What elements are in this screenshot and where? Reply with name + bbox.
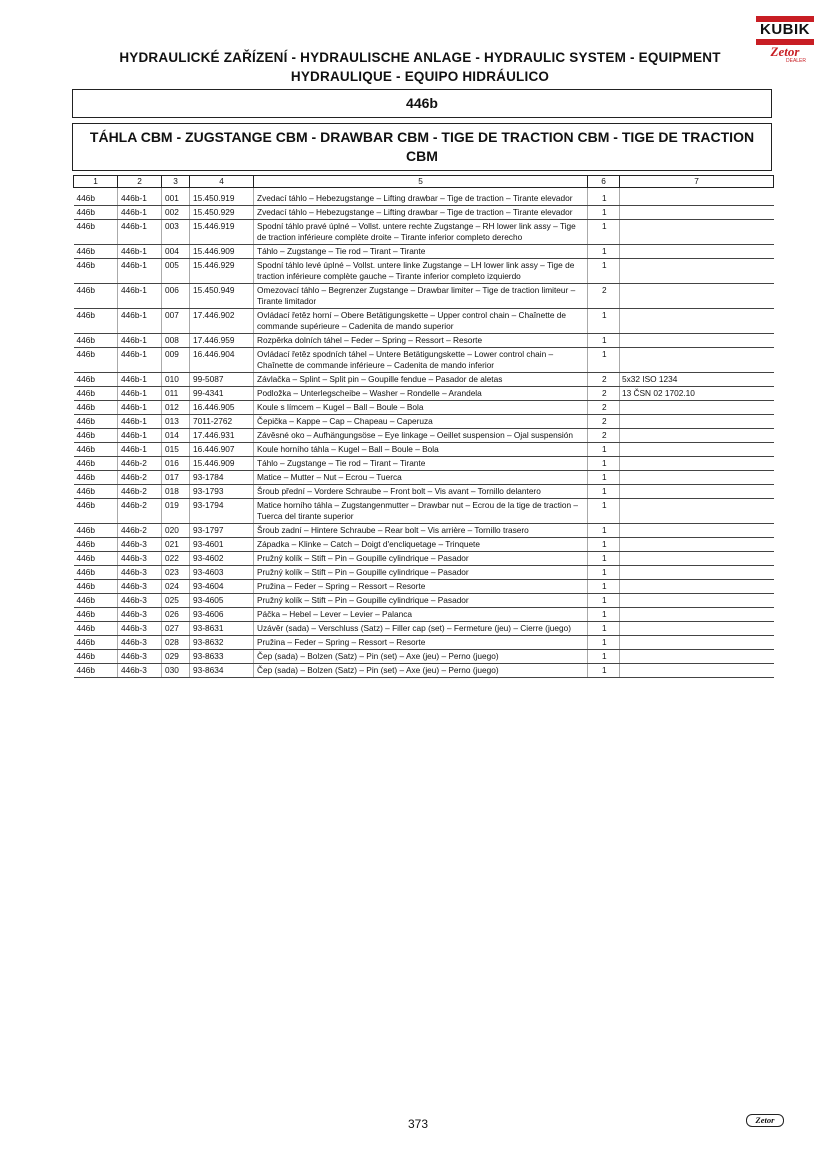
- row-position: 014: [162, 429, 190, 443]
- row-note: [620, 334, 774, 348]
- row-note: [620, 566, 774, 580]
- row-subgroup: 446b-3: [118, 664, 162, 678]
- row-group: 446b: [74, 348, 118, 373]
- table-row: [74, 622, 774, 636]
- row-position: 023: [162, 566, 190, 580]
- row-note: [620, 443, 774, 457]
- row-group: 446b: [74, 206, 118, 220]
- table-row: [74, 401, 774, 415]
- table-row: [74, 259, 774, 284]
- row-description: Spodní táhlo pravé úplné – Vollst. untere rechte Zugstange – RH lower link assy – Tige de traction inférieure complète droite – Tirante inferior completo derecho: [254, 220, 588, 245]
- table-row: [74, 188, 774, 206]
- row-quantity: 1: [588, 538, 620, 552]
- row-part-number: 99-5087: [190, 373, 254, 387]
- row-group: 446b: [74, 524, 118, 538]
- row-position: 009: [162, 348, 190, 373]
- table-row: [74, 334, 774, 348]
- row-note: 13 ČSN 02 1702.10: [620, 387, 774, 401]
- row-note: [620, 580, 774, 594]
- table-row: [74, 650, 774, 664]
- row-description: Pružina – Feder – Spring – Ressort – Resorte: [254, 636, 588, 650]
- row-position: 011: [162, 387, 190, 401]
- row-group: 446b: [74, 580, 118, 594]
- table-row: [74, 348, 774, 373]
- table-row: [74, 284, 774, 309]
- row-subgroup: 446b-1: [118, 429, 162, 443]
- row-subgroup: 446b-1: [118, 206, 162, 220]
- row-description: Pružný kolík – Stift – Pin – Goupille cylindrique – Pasador: [254, 566, 588, 580]
- row-subgroup: 446b-3: [118, 650, 162, 664]
- row-subgroup: 446b-3: [118, 566, 162, 580]
- row-note: [620, 636, 774, 650]
- row-part-number: 93-4603: [190, 566, 254, 580]
- row-description: Koule horního táhla – Kugel – Ball – Boule – Bola: [254, 443, 588, 457]
- row-description: Pružina – Feder – Spring – Ressort – Resorte: [254, 580, 588, 594]
- row-quantity: 1: [588, 220, 620, 245]
- row-quantity: 1: [588, 443, 620, 457]
- row-description: Matice – Mutter – Nut – Ecrou – Tuerca: [254, 471, 588, 485]
- row-description: Závěsné oko – Aufhängungsöse – Eye linkage – Oeillet suspension – Ojal suspensión: [254, 429, 588, 443]
- row-subgroup: 446b-2: [118, 485, 162, 499]
- parts-table-body: [74, 188, 774, 678]
- row-position: 005: [162, 259, 190, 284]
- table-row: [74, 471, 774, 485]
- table-row: [74, 206, 774, 220]
- row-description: Táhlo – Zugstange – Tie rod – Tirant – Tirante: [254, 245, 588, 259]
- row-quantity: 1: [588, 622, 620, 636]
- row-subgroup: 446b-3: [118, 608, 162, 622]
- row-quantity: 2: [588, 387, 620, 401]
- row-position: 024: [162, 580, 190, 594]
- row-position: 015: [162, 443, 190, 457]
- table-row: [74, 608, 774, 622]
- row-position: 007: [162, 309, 190, 334]
- row-quantity: 1: [588, 580, 620, 594]
- row-group: 446b: [74, 443, 118, 457]
- table-row: [74, 538, 774, 552]
- row-subgroup: 446b-1: [118, 415, 162, 429]
- logo-brand: Zetor: [770, 44, 800, 59]
- row-position: 001: [162, 188, 190, 206]
- row-description: Koule s límcem – Kugel – Ball – Boule – Bola: [254, 401, 588, 415]
- row-quantity: 1: [588, 524, 620, 538]
- row-group: 446b: [74, 245, 118, 259]
- row-note: [620, 622, 774, 636]
- row-description: Zvedací táhlo – Hebezugstange – Lifting drawbar – Tige de traction – Tirante elevador: [254, 206, 588, 220]
- row-position: 028: [162, 636, 190, 650]
- row-quantity: 1: [588, 499, 620, 524]
- page-title-line2: HYDRAULIQUE - EQUIPO HIDRÁULICO: [290, 69, 550, 84]
- row-group: 446b: [74, 485, 118, 499]
- row-position: 030: [162, 664, 190, 678]
- row-group: 446b: [74, 457, 118, 471]
- row-note: [620, 608, 774, 622]
- table-row: [74, 552, 774, 566]
- logo-dealer: DEALER: [786, 58, 807, 64]
- row-position: 010: [162, 373, 190, 387]
- table-row: [74, 443, 774, 457]
- row-part-number: 93-1793: [190, 485, 254, 499]
- row-subgroup: 446b-3: [118, 594, 162, 608]
- row-position: 020: [162, 524, 190, 538]
- row-subgroup: 446b-2: [118, 499, 162, 524]
- row-description: Podložka – Unterlegscheibe – Washer – Rondelle – Arandela: [254, 387, 588, 401]
- row-quantity: 1: [588, 245, 620, 259]
- row-position: 019: [162, 499, 190, 524]
- row-description: Matice horního táhla – Zugstangenmutter – Drawbar nut – Ecrou de la tige de traction – Tuerca del tirante superior: [254, 499, 588, 524]
- row-description: Pružný kolík – Stift – Pin – Goupille cylindrique – Pasador: [254, 594, 588, 608]
- row-quantity: 1: [588, 566, 620, 580]
- row-quantity: 1: [588, 650, 620, 664]
- table-row: [74, 387, 774, 401]
- row-position: 025: [162, 594, 190, 608]
- row-quantity: 1: [588, 259, 620, 284]
- row-quantity: 2: [588, 415, 620, 429]
- row-description: Omezovací táhlo – Begrenzer Zugstange – Drawbar limiter – Tige de traction limiteur – Tirante limitador: [254, 284, 588, 309]
- row-description: Ovládací řetěz spodních táhel – Untere Betätigungskette – Lower control chain – Chaînette de commande inférieure – Cadenita de mando inferior: [254, 348, 588, 373]
- row-note: [620, 594, 774, 608]
- row-group: 446b: [74, 284, 118, 309]
- row-description: Rozpěrka dolních táhel – Feder – Spring – Ressort – Resorte: [254, 334, 588, 348]
- page-title-line1: HYDRAULICKÉ ZAŘÍZENÍ - HYDRAULISCHE ANLAGE - HYDRAULIC SYSTEM - EQUIPMENT: [119, 50, 721, 65]
- kubik-zetor-logo: [756, 16, 814, 62]
- row-subgroup: 446b-1: [118, 188, 162, 206]
- table-row: [74, 566, 774, 580]
- row-position: 003: [162, 220, 190, 245]
- row-part-number: 15.446.929: [190, 259, 254, 284]
- row-quantity: 2: [588, 284, 620, 309]
- row-position: 002: [162, 206, 190, 220]
- row-note: [620, 284, 774, 309]
- table-row: [74, 429, 774, 443]
- row-note: [620, 348, 774, 373]
- row-group: 446b: [74, 664, 118, 678]
- row-description: Páčka – Hebel – Lever – Levier – Palanca: [254, 608, 588, 622]
- row-subgroup: 446b-1: [118, 245, 162, 259]
- row-subgroup: 446b-1: [118, 259, 162, 284]
- row-part-number: 93-8631: [190, 622, 254, 636]
- row-quantity: 1: [588, 188, 620, 206]
- column-header: 5: [254, 176, 588, 188]
- row-part-number: 93-8634: [190, 664, 254, 678]
- row-description: Zvedací táhlo – Hebezugstange – Lifting drawbar – Tige de traction – Tirante elevador: [254, 188, 588, 206]
- row-description: Táhlo – Zugstange – Tie rod – Tirant – Tirante: [254, 457, 588, 471]
- row-description: Šroub zadní – Hintere Schraube – Rear bolt – Vis arrière – Tornillo trasero: [254, 524, 588, 538]
- row-subgroup: 446b-1: [118, 309, 162, 334]
- row-part-number: 93-1794: [190, 499, 254, 524]
- row-part-number: 15.446.909: [190, 245, 254, 259]
- table-header-row: [74, 176, 774, 188]
- row-quantity: 1: [588, 552, 620, 566]
- row-description: Závlačka – Splint – Split pin – Goupille fendue – Pasador de aletas: [254, 373, 588, 387]
- row-group: 446b: [74, 387, 118, 401]
- row-description: Čep (sada) – Bolzen (Satz) – Pin (set) – Axe (jeu) – Perno (juego): [254, 650, 588, 664]
- table-row: [74, 636, 774, 650]
- row-quantity: 1: [588, 309, 620, 334]
- table-row: [74, 245, 774, 259]
- row-quantity: 1: [588, 457, 620, 471]
- table-row: [74, 415, 774, 429]
- row-note: [620, 650, 774, 664]
- row-quantity: 1: [588, 334, 620, 348]
- row-part-number: 93-4605: [190, 594, 254, 608]
- row-quantity: 2: [588, 401, 620, 415]
- row-part-number: 93-1797: [190, 524, 254, 538]
- row-group: 446b: [74, 566, 118, 580]
- column-header: 2: [118, 176, 162, 188]
- zetor-footer-logo: Zetor: [746, 1114, 784, 1127]
- row-subgroup: 446b-3: [118, 622, 162, 636]
- row-quantity: 2: [588, 373, 620, 387]
- row-quantity: 1: [588, 608, 620, 622]
- row-part-number: 16.446.904: [190, 348, 254, 373]
- row-group: 446b: [74, 499, 118, 524]
- row-position: 006: [162, 284, 190, 309]
- row-note: [620, 188, 774, 206]
- row-quantity: 1: [588, 471, 620, 485]
- row-group: 446b: [74, 373, 118, 387]
- row-group: 446b: [74, 188, 118, 206]
- page-number: 373: [407, 1117, 429, 1131]
- row-group: 446b: [74, 608, 118, 622]
- row-description: Ovládací řetěz horní – Obere Betätigungskette – Upper control chain – Chaînette de commande supérieure – Cadenita de mando superior: [254, 309, 588, 334]
- row-quantity: 1: [588, 636, 620, 650]
- row-part-number: 17.446.959: [190, 334, 254, 348]
- row-description: Šroub přední – Vordere Schraube – Front bolt – Vis avant – Tornillo delantero: [254, 485, 588, 499]
- row-group: 446b: [74, 334, 118, 348]
- row-description: Čepička – Kappe – Cap – Chapeau – Caperuza: [254, 415, 588, 429]
- row-note: [620, 415, 774, 429]
- row-note: [620, 524, 774, 538]
- row-part-number: 15.450.919: [190, 188, 254, 206]
- row-quantity: 1: [588, 206, 620, 220]
- row-group: 446b: [74, 622, 118, 636]
- row-subgroup: 446b-2: [118, 471, 162, 485]
- row-group: 446b: [74, 220, 118, 245]
- row-part-number: 93-8633: [190, 650, 254, 664]
- table-row: [74, 524, 774, 538]
- row-note: [620, 259, 774, 284]
- row-quantity: 1: [588, 348, 620, 373]
- row-part-number: 93-4602: [190, 552, 254, 566]
- row-part-number: 93-8632: [190, 636, 254, 650]
- row-position: 029: [162, 650, 190, 664]
- row-group: 446b: [74, 538, 118, 552]
- row-subgroup: 446b-1: [118, 387, 162, 401]
- row-subgroup: 446b-3: [118, 636, 162, 650]
- row-part-number: 17.446.902: [190, 309, 254, 334]
- row-subgroup: 446b-3: [118, 580, 162, 594]
- row-position: 018: [162, 485, 190, 499]
- row-part-number: 15.450.949: [190, 284, 254, 309]
- row-quantity: 1: [588, 485, 620, 499]
- column-header: 6: [588, 176, 620, 188]
- row-group: 446b: [74, 471, 118, 485]
- row-note: [620, 429, 774, 443]
- parts-table: [73, 175, 774, 678]
- row-description: Pružný kolík – Stift – Pin – Goupille cylindrique – Pasador: [254, 552, 588, 566]
- table-row: [74, 373, 774, 387]
- row-quantity: 2: [588, 429, 620, 443]
- row-subgroup: 446b-1: [118, 443, 162, 457]
- row-position: 004: [162, 245, 190, 259]
- row-group: 446b: [74, 636, 118, 650]
- column-header: 1: [74, 176, 118, 188]
- row-subgroup: 446b-1: [118, 334, 162, 348]
- row-position: 012: [162, 401, 190, 415]
- row-note: [620, 471, 774, 485]
- row-group: 446b: [74, 650, 118, 664]
- row-position: 017: [162, 471, 190, 485]
- row-position: 022: [162, 552, 190, 566]
- group-code-box: 446b: [72, 89, 772, 118]
- row-subgroup: 446b-1: [118, 348, 162, 373]
- row-note: [620, 499, 774, 524]
- row-position: 013: [162, 415, 190, 429]
- row-position: 008: [162, 334, 190, 348]
- logo-word: KUBIK: [760, 21, 810, 38]
- row-description: Spodní táhlo levé úplné – Vollst. untere linke Zugstange – LH lower link assy – Tige de traction inférieure complète gauche – Tirante inferior completo izquierdo: [254, 259, 588, 284]
- table-row: [74, 580, 774, 594]
- row-part-number: 16.446.905: [190, 401, 254, 415]
- row-note: [620, 220, 774, 245]
- column-header: 4: [190, 176, 254, 188]
- row-group: 446b: [74, 552, 118, 566]
- row-description: Západka – Klinke – Catch – Doigt d'encliquetage – Trinquete: [254, 538, 588, 552]
- row-part-number: 93-4601: [190, 538, 254, 552]
- row-position: 027: [162, 622, 190, 636]
- table-row: [74, 457, 774, 471]
- row-part-number: 7011-2762: [190, 415, 254, 429]
- table-row: [74, 220, 774, 245]
- row-note: [620, 485, 774, 499]
- row-subgroup: 446b-1: [118, 220, 162, 245]
- row-group: 446b: [74, 429, 118, 443]
- row-subgroup: 446b-1: [118, 401, 162, 415]
- row-part-number: 15.446.909: [190, 457, 254, 471]
- row-note: [620, 309, 774, 334]
- row-description: Uzávěr (sada) – Verschluss (Satz) – Filler cap (set) – Fermeture (jeu) – Cierre (juego): [254, 622, 588, 636]
- row-note: [620, 245, 774, 259]
- row-part-number: 17.446.931: [190, 429, 254, 443]
- row-note: [620, 552, 774, 566]
- row-note: [620, 206, 774, 220]
- row-note: [620, 664, 774, 678]
- row-subgroup: 446b-3: [118, 552, 162, 566]
- row-description: Čep (sada) – Bolzen (Satz) – Pin (set) – Axe (jeu) – Perno (juego): [254, 664, 588, 678]
- row-note: [620, 457, 774, 471]
- row-group: 446b: [74, 594, 118, 608]
- row-part-number: 93-4606: [190, 608, 254, 622]
- section-title-box: TÁHLA CBM - ZUGSTANGE CBM - DRAWBAR CBM - TIGE DE TRACTION CBM - TIGE DE TRACTION CBM: [72, 123, 772, 171]
- row-part-number: 99-4341: [190, 387, 254, 401]
- row-quantity: 1: [588, 594, 620, 608]
- row-group: 446b: [74, 309, 118, 334]
- column-header: 7: [620, 176, 774, 188]
- table-row: [74, 594, 774, 608]
- row-group: 446b: [74, 401, 118, 415]
- row-part-number: 15.446.919: [190, 220, 254, 245]
- row-position: 021: [162, 538, 190, 552]
- table-row: [74, 485, 774, 499]
- table-row: [74, 499, 774, 524]
- row-part-number: 93-4604: [190, 580, 254, 594]
- row-subgroup: 446b-1: [118, 284, 162, 309]
- row-subgroup: 446b-2: [118, 457, 162, 471]
- table-row: [74, 309, 774, 334]
- row-group: 446b: [74, 415, 118, 429]
- column-header: 3: [162, 176, 190, 188]
- row-subgroup: 446b-1: [118, 373, 162, 387]
- row-position: 026: [162, 608, 190, 622]
- row-subgroup: 446b-3: [118, 538, 162, 552]
- row-quantity: 1: [588, 664, 620, 678]
- row-part-number: 15.450.929: [190, 206, 254, 220]
- row-part-number: 93-1784: [190, 471, 254, 485]
- row-position: 016: [162, 457, 190, 471]
- row-part-number: 16.446.907: [190, 443, 254, 457]
- row-group: 446b: [74, 259, 118, 284]
- row-note: 5x32 ISO 1234: [620, 373, 774, 387]
- row-note: [620, 401, 774, 415]
- table-row: [74, 664, 774, 678]
- row-subgroup: 446b-2: [118, 524, 162, 538]
- row-note: [620, 538, 774, 552]
